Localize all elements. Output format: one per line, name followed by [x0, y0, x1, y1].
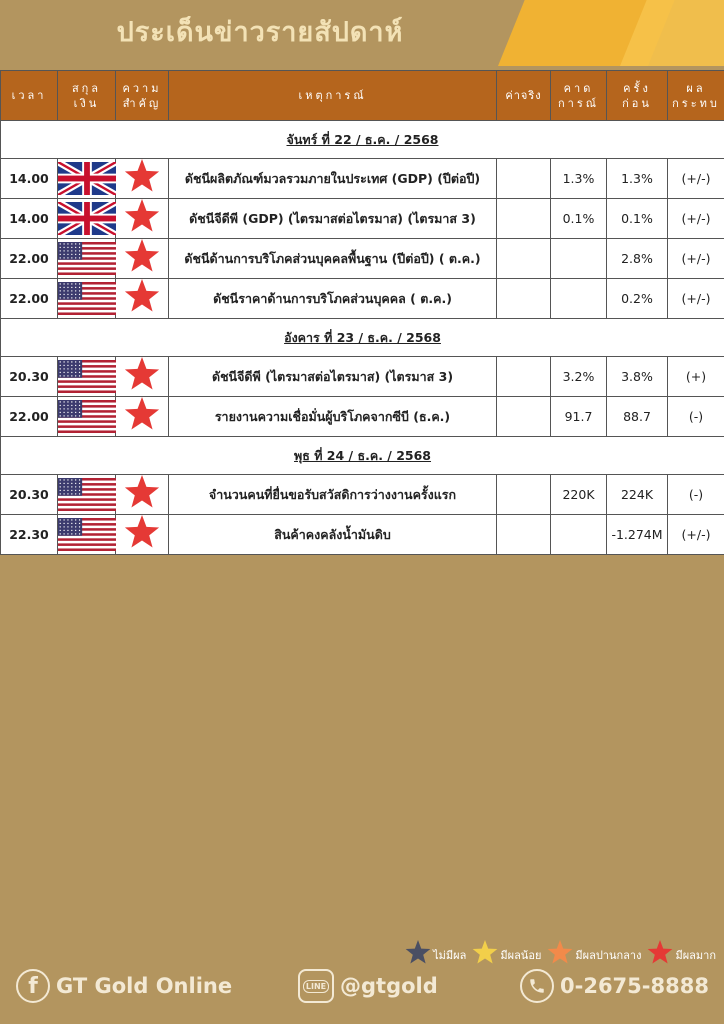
footer-facebook[interactable]: [16, 966, 232, 1006]
event-previous: 88.7: [607, 397, 668, 437]
event-impact: (+/-): [668, 515, 724, 555]
event-actual: [497, 239, 551, 279]
event-forecast: [551, 239, 607, 279]
high-importance-star-icon: [116, 199, 169, 239]
event-actual: [497, 475, 551, 515]
event-time: 22.00: [1, 239, 58, 279]
header-label-line: เงิน: [73, 96, 100, 110]
event-forecast: 220K: [551, 475, 607, 515]
footer-phone[interactable]: [520, 966, 709, 1006]
event-row: [1, 475, 724, 515]
event-previous: 3.8%: [607, 357, 668, 397]
uk-flag-icon: [58, 159, 116, 199]
event-actual: [497, 357, 551, 397]
header-event: [169, 71, 497, 121]
event-name: ดัชนีจีดีพี (ไตรมาสต่อไตรมาส) (ไตรมาส 3): [169, 357, 497, 397]
us-flag-icon: [58, 239, 116, 279]
event-name: ดัชนีราคาด้านการบริโภคส่วนบุคคล ( ต.ค.): [169, 279, 497, 319]
us-flag-icon: [58, 475, 116, 515]
header-label-line: ครั้ง: [623, 81, 651, 95]
event-time: 22.00: [1, 397, 58, 437]
header-label-line: เหตุการณ์: [298, 89, 367, 102]
date-label: พุธ ที่ 24 / ธ.ค. / 2568: [1, 437, 724, 475]
header-impact: [668, 71, 724, 121]
event-row: [1, 397, 724, 437]
event-previous: 1.3%: [607, 159, 668, 199]
footer: [0, 966, 724, 1006]
event-previous: 224K: [607, 475, 668, 515]
event-forecast: 3.2%: [551, 357, 607, 397]
event-actual: [497, 159, 551, 199]
event-time: 14.00: [1, 199, 58, 239]
facebook-name: GT Gold Online: [56, 974, 233, 998]
header-label-line: สกุล: [71, 81, 102, 95]
header-time: [1, 71, 58, 121]
event-impact: (-): [668, 475, 724, 515]
event-name: จำนวนคนที่ยื่นขอรับสวัสดิการว่างงานครั้งแรก: [169, 475, 497, 515]
event-forecast: [551, 515, 607, 555]
us-flag-icon: [58, 515, 116, 555]
date-row: [1, 121, 724, 159]
date-row: [1, 437, 724, 475]
event-impact: (+/-): [668, 159, 724, 199]
legend-label: มีผลปานกลาง: [575, 949, 642, 962]
event-impact: (-): [668, 397, 724, 437]
event-impact: (+/-): [668, 279, 724, 319]
header-actual: [497, 71, 551, 121]
event-previous: 0.1%: [607, 199, 668, 239]
legend-label: มีผลมาก: [675, 949, 716, 962]
date-label: จันทร์ ที่ 22 / ธ.ค. / 2568: [1, 121, 724, 159]
high-importance-star-icon: [116, 279, 169, 319]
date-row: [1, 319, 724, 357]
event-actual: [497, 515, 551, 555]
us-flag-icon: [58, 357, 116, 397]
event-name: รายงานความเชื่อมั่นผู้บริโภคจากซีบี (ธ.ค.): [169, 397, 497, 437]
event-previous: 0.2%: [607, 279, 668, 319]
table-body: [1, 121, 724, 555]
header-label-line: คาด: [563, 81, 594, 95]
header-label-line: ความ: [122, 81, 162, 95]
event-time: 22.00: [1, 279, 58, 319]
event-row: [1, 239, 724, 279]
header-forecast: [551, 71, 607, 121]
table-header-row: [1, 71, 724, 121]
header-label-line: การณ์: [558, 96, 599, 110]
event-forecast: 0.1%: [551, 199, 607, 239]
economic-calendar-table: [0, 70, 724, 555]
event-name: สินค้าคงคลังน้ำมันดิบ: [169, 515, 497, 555]
line-id: @gtgold: [340, 974, 438, 998]
event-impact: (+): [668, 357, 724, 397]
event-forecast: 1.3%: [551, 159, 607, 199]
header-label-line: สำคัญ: [122, 96, 162, 110]
high-importance-star-icon: [116, 475, 169, 515]
header-label-line: เวลา: [11, 89, 47, 102]
header-label-line: ค่าจริง: [505, 89, 542, 102]
event-actual: [497, 279, 551, 319]
event-impact: (+/-): [668, 239, 724, 279]
facebook-icon: f: [16, 969, 50, 1003]
header-currency: [58, 71, 116, 121]
high-importance-star-icon: [116, 357, 169, 397]
event-forecast: [551, 279, 607, 319]
event-row: [1, 159, 724, 199]
header-importance: [116, 71, 169, 121]
event-row: [1, 357, 724, 397]
uk-flag-icon: [58, 199, 116, 239]
header-label-line: กระทบ: [672, 96, 720, 110]
header-previous: [607, 71, 668, 121]
us-flag-icon: [58, 397, 116, 437]
event-time: 20.30: [1, 357, 58, 397]
event-name: ดัชนีด้านการบริโภคส่วนบุคคลพื้นฐาน (ปีต่อปี) ( ต.ค.): [169, 239, 497, 279]
event-row: [1, 199, 724, 239]
header-label-line: ผล: [686, 81, 706, 95]
event-forecast: 91.7: [551, 397, 607, 437]
event-previous: -1.274M: [607, 515, 668, 555]
legend-label: มีผลน้อย: [500, 949, 542, 962]
high-importance-star-icon: [116, 239, 169, 279]
event-row: [1, 515, 724, 555]
high-importance-star-icon: [116, 515, 169, 555]
phone-icon: [520, 969, 554, 1003]
line-badge: LINE: [303, 980, 329, 993]
legend-label: ไม่มีผล: [433, 949, 467, 962]
high-importance-star-icon: [116, 397, 169, 437]
event-previous: 2.8%: [607, 239, 668, 279]
event-actual: [497, 397, 551, 437]
footer-line[interactable]: [298, 966, 438, 1006]
event-time: 14.00: [1, 159, 58, 199]
event-time: 20.30: [1, 475, 58, 515]
event-name: ดัชนีจีดีพี (GDP) (ไตรมาสต่อไตรมาส) (ไตรมาส 3): [169, 199, 497, 239]
line-icon: [298, 969, 334, 1003]
high-importance-star-icon: [116, 159, 169, 199]
header-label-line: ก่อน: [622, 96, 652, 110]
date-label: อังคาร ที่ 23 / ธ.ค. / 2568: [1, 319, 724, 357]
page-title: ประเด็นข่าวรายสัปดาห์: [116, 17, 404, 48]
event-name: ดัชนีผลิตภัณฑ์มวลรวมภายในประเทศ (GDP) (ปีต่อปี): [169, 159, 497, 199]
us-flag-icon: [58, 279, 116, 319]
phone-number: 0-2675-8888: [560, 974, 709, 998]
event-row: [1, 279, 724, 319]
event-actual: [497, 199, 551, 239]
event-time: 22.30: [1, 515, 58, 555]
header: [0, 0, 724, 70]
event-impact: (+/-): [668, 199, 724, 239]
